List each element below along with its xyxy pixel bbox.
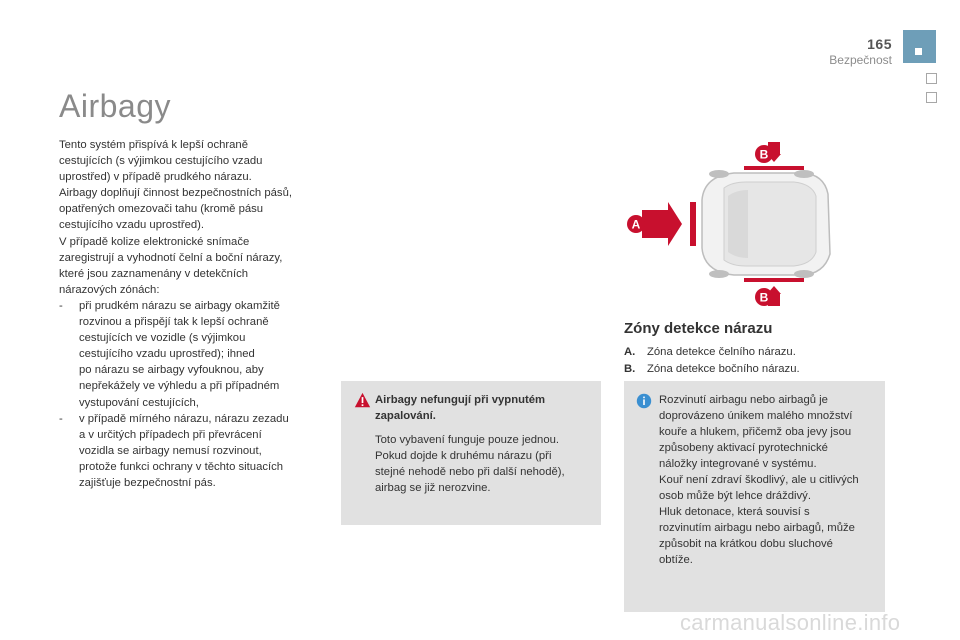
zones-heading: Zóny detekce nárazu xyxy=(624,320,773,337)
list-line: cestujícího vzadu uprostřed); ihned xyxy=(79,348,255,361)
intro-line: opatřených omezovači tahu (kromě pásu xyxy=(59,203,264,216)
warning-box xyxy=(341,381,601,525)
warning-title-line: zapalování. xyxy=(375,410,436,422)
label-a: A xyxy=(631,217,641,232)
info-box xyxy=(624,381,885,612)
front-impact-zone xyxy=(642,202,696,246)
intro-line: Tento systém přispívá k lepší ochraně xyxy=(59,139,248,151)
warning-icon xyxy=(354,392,371,409)
intro-line: Airbagy doplňují činnost bezpečnostních pásů, xyxy=(59,187,292,200)
list-item xyxy=(59,411,329,491)
side-impact-zone-top xyxy=(744,142,804,170)
impact-zones-diagram xyxy=(624,140,885,308)
list-line: při prudkém nárazu se airbagy okamžitě xyxy=(79,299,280,312)
warning-text xyxy=(375,432,590,496)
zone-text: Zóna detekce bočního nárazu. xyxy=(647,363,800,375)
info-line: osob může být lehce dráždivý. xyxy=(659,490,811,502)
section-tab-active[interactable] xyxy=(903,30,936,63)
intro-line: nárazových zónách: xyxy=(59,283,160,296)
info-icon xyxy=(636,393,652,409)
list-line: po nárazu se airbagy vyfouknou, aby xyxy=(79,364,264,377)
list-dash: - xyxy=(59,299,63,312)
list-line: rozvinou a přispějí tak k lepší ochraně xyxy=(79,316,269,329)
list-item xyxy=(59,298,329,411)
info-line: doprovázeno únikem malého množství xyxy=(659,410,853,422)
label-b-bottom-icon xyxy=(755,288,773,306)
warning-line: stejné nehodě nebo při další nehodě), xyxy=(375,466,565,478)
label-b-top: B xyxy=(759,147,769,162)
intro-line: které jsou zaznamenány v detekčních xyxy=(59,267,249,280)
info-line: Kouř není zdraví škodlivý, ale u citlivých xyxy=(659,474,859,486)
list-line: nepřekážely ve výhledu a při případném xyxy=(79,380,280,393)
intro-line: cestujícího vzadu uprostřed). xyxy=(59,219,205,232)
zone-item-a xyxy=(624,346,796,358)
warning-line: airbag se již nerozvine. xyxy=(375,482,491,494)
info-line: náložky integrované v systému. xyxy=(659,458,817,470)
tab-marker-icon xyxy=(915,48,922,55)
label-a-icon xyxy=(627,215,645,233)
intro-line: uprostřed) v případě prudkého nárazu. xyxy=(59,171,252,184)
intro-text xyxy=(59,137,329,491)
page-number: 165 xyxy=(867,36,892,52)
zone-text: Zóna detekce čelního nárazu. xyxy=(647,346,796,358)
intro-line: cestujících (s výjimkou cestujícího vzadu xyxy=(59,155,263,168)
list-line: zajišťuje bezpečnostní pás. xyxy=(79,476,216,489)
warning-title-line: Airbagy nefungují při vypnutém xyxy=(375,394,546,406)
list-line: vystupování cestujících, xyxy=(79,396,199,409)
info-line: Hluk detonace, která souvisí s xyxy=(659,506,810,518)
list-dash: - xyxy=(59,412,63,425)
label-b-top-icon xyxy=(755,145,773,163)
list-line: vozidla se airbagy nemusí rozvinout, xyxy=(79,444,262,457)
label-b-bottom: B xyxy=(759,290,769,305)
list-line: protože funkci ochrany v těchto situacích xyxy=(79,460,284,473)
warning-line: Toto vybavení funguje pouze jednou. xyxy=(375,434,560,446)
zone-item-b xyxy=(624,363,800,375)
info-line: způsobeny aktivací pyrotechnické xyxy=(659,442,828,454)
info-line: Rozvinutí airbagu nebo airbagů je xyxy=(659,394,828,406)
watermark: carmanualsonline.info xyxy=(680,610,901,635)
info-line: kouře a hlukem, přičemž oba jevy jsou xyxy=(659,426,852,438)
side-impact-zone-bottom xyxy=(744,278,804,306)
intro-line: V případě kolize elektronické snímače xyxy=(59,235,250,248)
info-line: obtíže. xyxy=(659,554,693,566)
zone-key: B. xyxy=(624,363,636,375)
intro-line: zaregistrují a vyhodnotí čelní a boční nárazy, xyxy=(59,251,283,264)
info-line: způsobit na krátkou dobu sluchové xyxy=(659,538,833,550)
car-silhouette xyxy=(702,170,830,278)
list-line: cestujících ve vozidle (s výjimkou xyxy=(79,332,246,345)
section-tab[interactable] xyxy=(926,92,937,103)
warning-title xyxy=(375,392,585,424)
zone-key: A. xyxy=(624,346,636,358)
page-title: Airbagy xyxy=(59,88,171,124)
info-line: rozvinutím airbagu nebo airbagů, může xyxy=(659,522,855,534)
warning-line: Pokud dojde k druhému nárazu (při xyxy=(375,450,552,462)
section-name: Bezpečnost xyxy=(829,53,892,67)
list-line: v případě mírného nárazu, nárazu zezadu xyxy=(79,412,289,425)
list-line: a v určitých případech při převrácení xyxy=(79,428,262,441)
section-tab[interactable] xyxy=(926,73,937,84)
info-text xyxy=(659,392,881,568)
